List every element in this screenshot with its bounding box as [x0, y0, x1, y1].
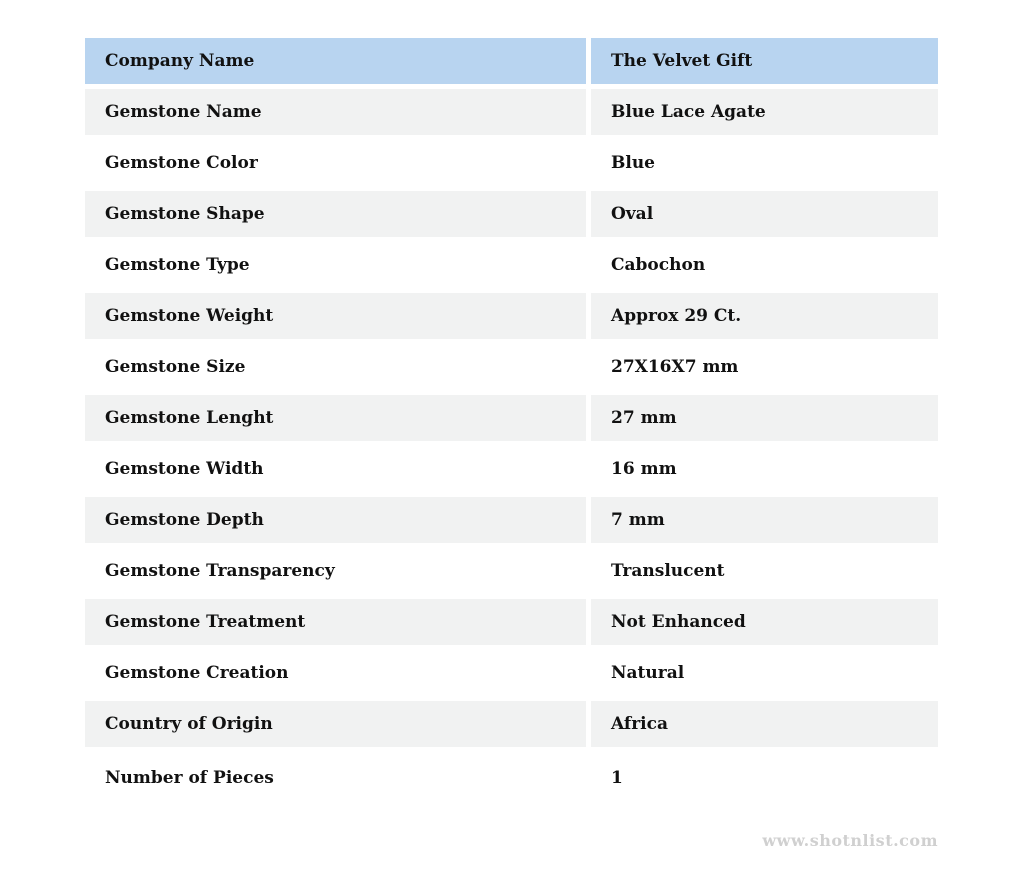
table-row — [85, 701, 938, 752]
row-value: Blue — [591, 140, 938, 191]
row-label: Gemstone Width — [85, 446, 591, 497]
table-row — [85, 344, 938, 395]
row-label: Country of Origin — [85, 701, 591, 752]
row-label: Gemstone Type — [85, 242, 591, 293]
table-row — [85, 548, 938, 599]
table-row — [85, 650, 938, 701]
row-label: Gemstone Treatment — [85, 599, 591, 650]
row-label: Gemstone Transparency — [85, 548, 591, 599]
table-body — [85, 89, 938, 803]
row-value: 27X16X7 mm — [591, 344, 938, 395]
row-label: Gemstone Depth — [85, 497, 591, 548]
row-value: Cabochon — [591, 242, 938, 293]
row-label: Gemstone Weight — [85, 293, 591, 344]
table-row — [85, 599, 938, 650]
row-label: Gemstone Creation — [85, 650, 591, 701]
table-header — [85, 38, 938, 89]
row-label: Gemstone Color — [85, 140, 591, 191]
row-label: Gemstone Name — [85, 89, 591, 140]
row-value: 7 mm — [591, 497, 938, 548]
header-label-cell: Company Name — [85, 38, 591, 89]
table-row — [85, 293, 938, 344]
header-row — [85, 38, 938, 89]
row-label: Gemstone Lenght — [85, 395, 591, 446]
watermark-text: www.shotnlist.com — [762, 831, 938, 850]
table-row — [85, 140, 938, 191]
row-value: Not Enhanced — [591, 599, 938, 650]
row-value: Africa — [591, 701, 938, 752]
row-value: 1 — [591, 752, 938, 803]
header-value-cell: The Velvet Gift — [591, 38, 938, 89]
table-row — [85, 395, 938, 446]
row-label: Number of Pieces — [85, 752, 591, 803]
row-label: Gemstone Size — [85, 344, 591, 395]
table-row — [85, 89, 938, 140]
row-value: 27 mm — [591, 395, 938, 446]
row-value: Translucent — [591, 548, 938, 599]
table-row — [85, 752, 938, 803]
row-value: Blue Lace Agate — [591, 89, 938, 140]
table-row — [85, 242, 938, 293]
table-row — [85, 446, 938, 497]
row-label: Gemstone Shape — [85, 191, 591, 242]
row-value: Approx 29 Ct. — [591, 293, 938, 344]
row-value: 16 mm — [591, 446, 938, 497]
gemstone-spec-table — [85, 38, 938, 803]
row-value: Natural — [591, 650, 938, 701]
table-row — [85, 191, 938, 242]
table-row — [85, 497, 938, 548]
row-value: Oval — [591, 191, 938, 242]
